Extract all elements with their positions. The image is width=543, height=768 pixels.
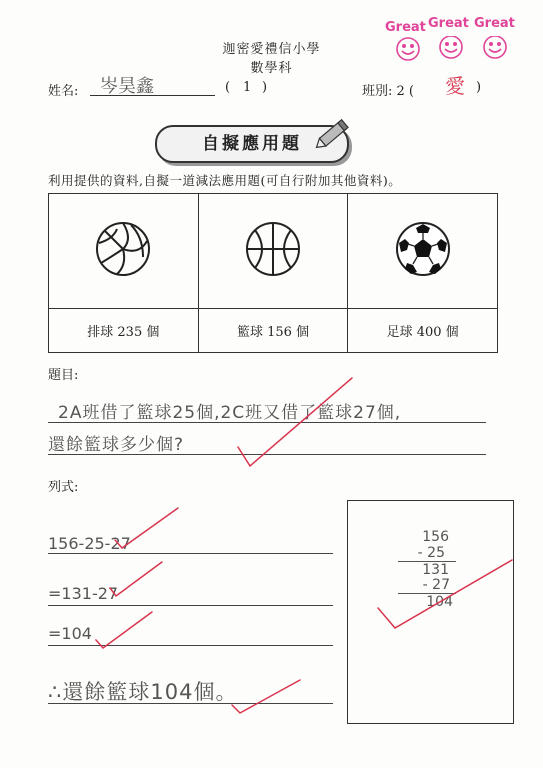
great-stamp-text: Great [474,16,515,31]
calc-line-1: 156 [422,529,449,545]
soccer-label: 足球 400 個 [348,309,498,353]
working-line-2: =131-27 [48,584,119,603]
working-line-3: =104 [48,624,92,643]
calc-line-2: - 25 [417,545,445,561]
question-label: 題目: [48,368,79,383]
title-banner: 自擬應用題 [155,125,349,163]
number-close: ) [262,80,268,95]
question-line-2: 還餘籃球多少個? [48,435,185,455]
question-line-1: 2A班借了籃球25個,2C班又借了籃球27個, [58,403,402,423]
calc-line-3: 131 [422,562,449,578]
class-value: 愛 [445,74,465,98]
great-stamp-text: Great [428,16,469,31]
working-label: 列式: [48,480,79,495]
basketball-label: 籃球 156 個 [198,309,348,353]
name-value: 岑昊鑫 [100,76,154,97]
number-open: ( [225,80,231,95]
great-stamp-text: Great [385,20,426,35]
answer-sentence: ∴還餘籃球104個。 [48,680,238,704]
calc-line-4: - 27 [422,577,450,593]
subject-title: 數學科 [250,61,293,76]
number-value: 1 [243,80,252,95]
name-label: 姓名: [48,84,79,99]
check-mark-line-1 [115,508,178,548]
check-mark-line-2 [110,562,162,596]
working-line-1: 156-25-27 [48,534,131,553]
class-close: ) [476,80,482,95]
check-mark-line-3 [96,612,152,648]
check-mark-question [238,378,352,466]
class-label: 班別: 2 ( [362,84,414,99]
school-name: 迦密愛禮信小學 [222,42,321,57]
check-mark-calc [378,560,512,628]
calc-line-5: 104 [426,594,453,610]
instruction-text: 利用提供的資料,自擬一道減法應用題(可自行附加其他資料)。 [48,173,402,188]
volleyball-label: 排球 235 個 [49,309,199,353]
check-mark-answer [232,680,300,713]
